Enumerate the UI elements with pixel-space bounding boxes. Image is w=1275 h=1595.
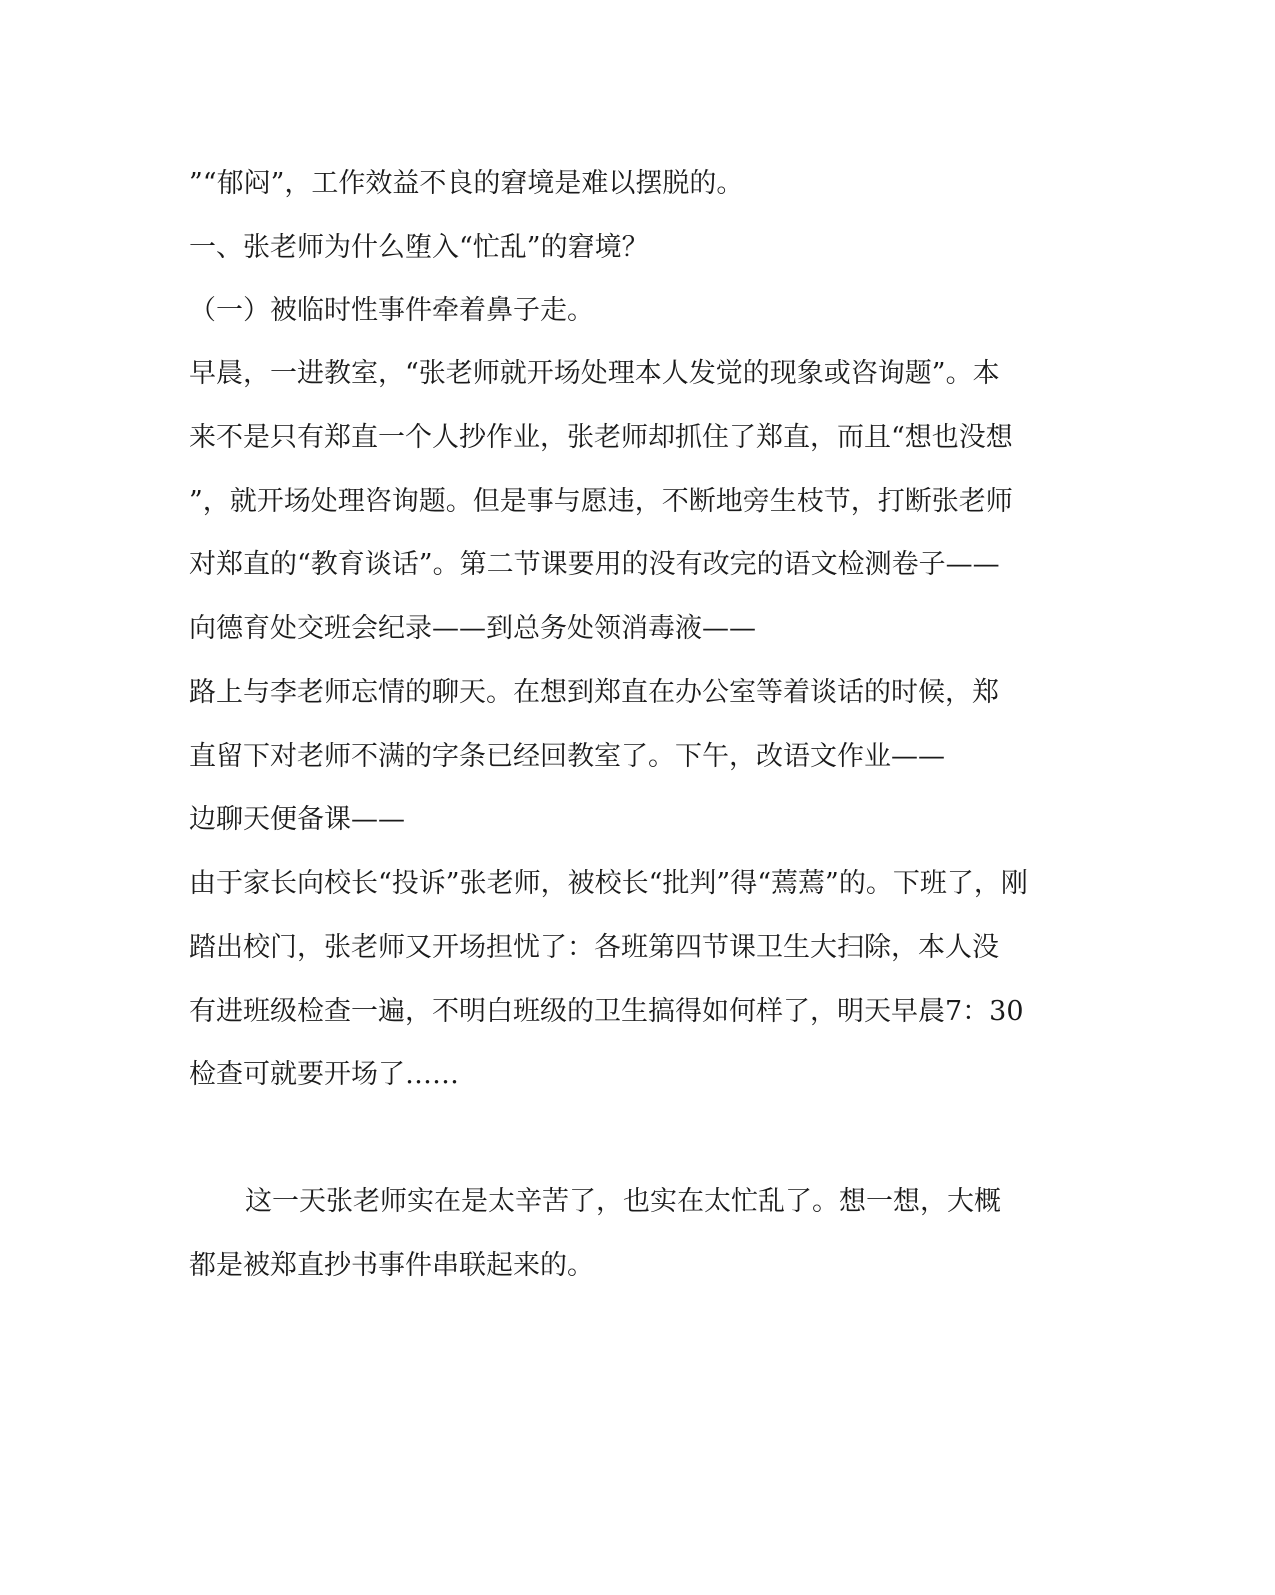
subsection-heading: （一）被临时性事件牵着鼻子走。 bbox=[189, 295, 594, 326]
text-line: 路上与李老师忘情的聊天。在想到郑直在办公室等着谈话的时候，郑 bbox=[189, 677, 999, 708]
text-line: ”“郁闷”，工作效益不良的窘境是难以摆脱的。 bbox=[189, 168, 744, 199]
text-line: 踏出校门，张老师又开场担忧了：各班第四节课卫生大扫除，本人没 bbox=[189, 932, 999, 963]
text-line: 直留下对老师不满的字条已经回教室了。下午，改语文作业—— bbox=[189, 741, 945, 772]
text-line: 边聊天便备课—— bbox=[189, 804, 405, 835]
text-line: ”，就开场处理咨询题。但是事与愿违，不断地旁生枝节，打断张老师 bbox=[189, 486, 1013, 517]
text-line: 都是被郑直抄书事件串联起来的。 bbox=[189, 1250, 594, 1281]
text-line: 有进班级检查一遍，不明白班级的卫生搞得如何样了，明天早晨7：30 bbox=[189, 996, 1024, 1027]
text-line: 向德育处交班会纪录——到总务处领消毒液—— bbox=[189, 613, 756, 644]
section-heading: 一、张老师为什么堕入“忙乱”的窘境？ bbox=[189, 232, 649, 263]
paragraph-first-line: 这一天张老师实在是太辛苦了，也实在太忙乱了。想一想，大概 bbox=[245, 1186, 1001, 1217]
text-line: 由于家长向校长“投诉”张老师，被校长“批判”得“蔫蔫”的。下班了，刚 bbox=[189, 868, 1028, 899]
text-line: 早晨，一进教室，“张老师就开场处理本人发觉的现象或咨询题”。本 bbox=[189, 358, 1000, 389]
text-line: 来不是只有郑直一个人抄作业，张老师却抓住了郑直，而且“想也没想 bbox=[189, 422, 1013, 453]
text-line: 检查可就要开场了…… bbox=[189, 1059, 459, 1090]
text-line: 对郑直的“教育谈话”。第二节课要用的没有改完的语文检测卷子—— bbox=[189, 549, 1000, 580]
